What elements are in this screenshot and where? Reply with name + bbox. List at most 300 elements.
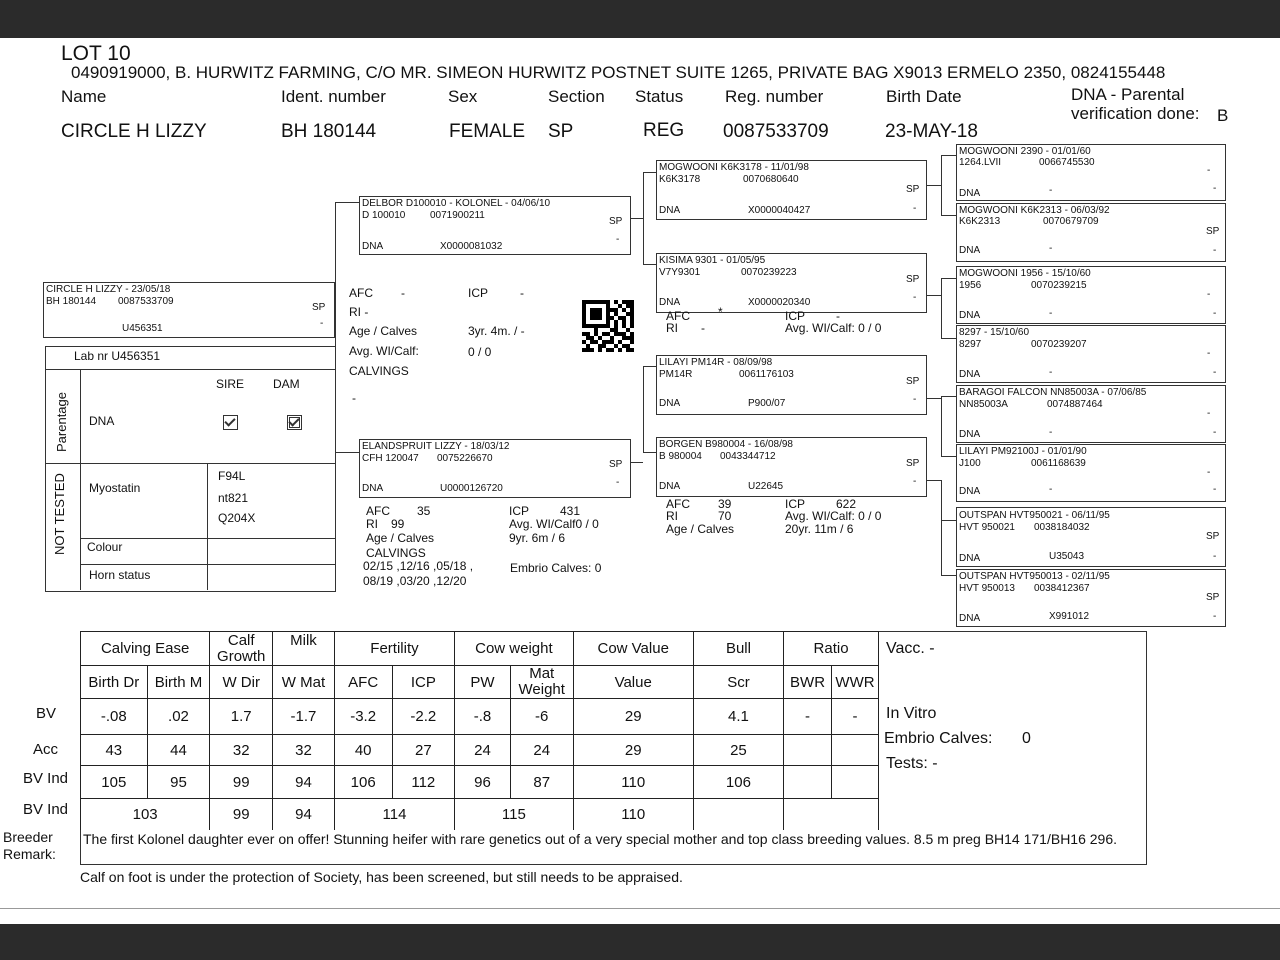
lab-number: Lab nr U456351 [74, 349, 161, 363]
footer-note: Calf on foot is under the protection of Society, has been screened, but still needs to be appraised. [80, 869, 683, 885]
ggp-id: 1264.LVII [959, 157, 1002, 168]
ggp-dash: - [1213, 245, 1217, 256]
pedigree-connector [941, 155, 942, 215]
acc-cell: 43 [81, 735, 148, 766]
group-header: Cow weight [455, 632, 574, 666]
ggp-dash: - [1213, 183, 1217, 194]
bv-index-cell: 106 [693, 766, 783, 799]
lab-divider [80, 369, 81, 590]
colour-label: Colour [87, 540, 123, 554]
gp-section: SP [906, 376, 920, 387]
gp2-ri-label: RI [666, 321, 678, 335]
grandparent-box [656, 437, 927, 497]
animal-box-section: SP [312, 302, 326, 313]
icp-value: - [520, 286, 524, 300]
dna-row-label: DNA [89, 414, 115, 428]
pedigree-connector [941, 520, 956, 521]
ggp-dna-label: DNA [959, 553, 981, 564]
lab-divider [46, 369, 335, 370]
bv-index-group-cell: 99 [210, 799, 273, 831]
sire-dna-check-icon [223, 415, 238, 430]
dam-id: CFH 120047 [362, 453, 419, 464]
column-header: Scr [693, 666, 783, 699]
sire-dna-label: DNA [362, 241, 384, 252]
gp2-icp-value: - [836, 309, 840, 323]
acc-cell: 24 [455, 735, 511, 766]
remark-box [80, 830, 1147, 865]
animal-status: REG [643, 120, 685, 141]
ggp-dash: - [1207, 289, 1211, 300]
gp-dna-label: DNA [659, 398, 681, 409]
great-grandparent-box [956, 266, 1226, 324]
gp-id: PM14R [659, 369, 693, 380]
section-label: Section [548, 87, 605, 106]
gp-dash: - [913, 476, 917, 487]
ggp-reg: 0070239215 [1031, 280, 1087, 291]
bv-cell: -1.7 [273, 699, 335, 735]
ggp-dna: - [1049, 427, 1053, 438]
ggp-reg: 0038412367 [1034, 583, 1090, 594]
ggp-dna-label: DNA [959, 486, 981, 497]
in-vitro-label: In Vitro [886, 705, 937, 722]
gp-dash: - [913, 394, 917, 405]
reg-label: Reg. number [725, 87, 824, 106]
dam-icp-value: 431 [560, 504, 581, 518]
ggp-id: 1956 [959, 280, 982, 291]
sire-box [359, 196, 631, 255]
gp4-afc-value: 39 [718, 497, 732, 511]
great-grandparent-box [956, 325, 1226, 383]
ggp-dash: - [1213, 551, 1217, 562]
ggp-dna: - [1049, 243, 1053, 254]
name-label: Name [61, 87, 107, 106]
group-header: Calving Ease [81, 632, 210, 666]
ggp-id: K6K2313 [959, 216, 1001, 227]
group-header: Ratio [784, 632, 879, 666]
great-grandparent-box [956, 507, 1226, 567]
acc-cell: 27 [392, 735, 455, 766]
vaccination-box [879, 631, 1147, 832]
pedigree-connector [941, 215, 956, 216]
column-header: W Mat [273, 666, 335, 699]
row-label-bv: BV [36, 705, 57, 722]
bv-index-group-cell: 110 [573, 799, 693, 831]
ggp-id: 8297 [959, 339, 982, 350]
group-header: Fertility [334, 632, 454, 666]
ggp-title: MOGWOONI 2390 - 01/01/60 [959, 146, 1091, 157]
tests-label: Tests: - [886, 755, 938, 772]
ggp-section: SP [1206, 531, 1220, 542]
dam-ri-label: RI [366, 517, 378, 531]
grandparent-box [656, 253, 927, 313]
dam-reg: 0075226670 [437, 453, 493, 464]
gp-title: LILAYI PM14R - 08/09/98 [659, 357, 773, 368]
pedigree-connector [643, 172, 656, 173]
dam-afc-label: AFC [366, 504, 390, 518]
gp4-age-label: Age / Calves [666, 522, 735, 536]
pedigree-connector [925, 480, 941, 481]
bv-cell: 1.7 [210, 699, 273, 735]
calvings-label: CALVINGS [349, 364, 409, 378]
acc-cell [831, 735, 878, 766]
gp-id: K6K3178 [659, 174, 701, 185]
animal-name: CIRCLE H LIZZY [61, 121, 207, 142]
gp2-afc-label: AFC [666, 309, 690, 323]
pedigree-connector [629, 218, 643, 219]
dam-dna-label: DNA [362, 483, 384, 494]
gp-reg: 0070239223 [741, 267, 797, 278]
gp4-icp-value: 622 [836, 497, 857, 511]
birth-label: Birth Date [886, 87, 962, 106]
ggp-reg: 0061168639 [1031, 458, 1086, 469]
animal-reg: 0087533709 [723, 121, 829, 142]
ggp-title: MOGWOONI K6K2313 - 06/03/92 [959, 205, 1110, 216]
acc-cell: 25 [693, 735, 783, 766]
ggp-reg: 0074887464 [1047, 399, 1103, 410]
gp-title: KISIMA 9301 - 01/05/95 [659, 255, 766, 266]
lab-divider [46, 463, 335, 464]
ggp-dna: - [1049, 185, 1053, 196]
ggp-dna-label: DNA [959, 188, 981, 199]
dam-box [359, 439, 631, 498]
bv-index-cell [784, 766, 832, 799]
dam-age-label: Age / Calves [366, 531, 435, 545]
gp4-avg-wi: Avg. WI/Calf: 0 / 0 [785, 509, 882, 523]
ggp-dash: - [1213, 484, 1217, 495]
pedigree-connector [941, 278, 942, 338]
ggp-dash: - [1207, 165, 1211, 176]
age-calves-label: Age / Calves [349, 324, 418, 338]
breeding-values-table [80, 631, 879, 831]
gp2-afc-value: * [718, 305, 723, 319]
grandparent-box [656, 160, 927, 220]
pedigree-connector [941, 278, 956, 279]
gp-section: SP [906, 458, 920, 469]
dam-calvings-line-2: 08/19 ,03/20 ,12/20 [363, 574, 467, 588]
myostatin-value-2: nt821 [218, 491, 249, 505]
ggp-dna-label: DNA [959, 429, 981, 440]
dam-ri-value: 99 [391, 517, 405, 531]
ident-label: Ident. number [281, 87, 386, 106]
animal-box-dna: U456351 [122, 323, 163, 334]
gp-reg: 0061176103 [739, 369, 794, 380]
dam-header: DAM [273, 377, 300, 391]
dam-dna-check-icon [287, 415, 302, 430]
ggp-dash: - [1207, 348, 1211, 359]
pedigree-connector [941, 338, 956, 339]
acc-cell: 40 [334, 735, 392, 766]
bv-index-group-cell: 94 [273, 799, 335, 831]
pedigree-connector [925, 398, 941, 399]
bv-index-cell: 95 [147, 766, 210, 799]
animal-birth: 23-MAY-18 [885, 121, 978, 142]
bv-cell: -.8 [455, 699, 511, 735]
acc-cell: 24 [510, 735, 573, 766]
lab-divider [80, 538, 335, 539]
ggp-title: BARAGOI FALCON NN85003A - 07/06/85 [959, 387, 1147, 398]
dam-age-value: 9yr. 6m / 6 [509, 531, 566, 545]
animal-box-ident: BH 180144 [46, 296, 97, 307]
lab-divider [207, 463, 208, 590]
animal-section: SP [548, 121, 574, 142]
ggp-dna-label: DNA [959, 613, 981, 624]
bv-index-group-cell: 114 [334, 799, 454, 831]
gp-dash: - [913, 203, 917, 214]
gp2-icp-label: ICP [785, 309, 806, 323]
pedigree-connector [941, 396, 942, 456]
icp-label: ICP [468, 286, 489, 300]
myostatin-label: Myostatin [89, 481, 141, 495]
ggp-dna-label: DNA [959, 245, 981, 256]
gp-id: V7Y9301 [659, 267, 701, 278]
avg-wi-value: 0 / 0 [468, 345, 492, 359]
bv-index-cell: 99 [210, 766, 273, 799]
ggp-dash: - [1213, 308, 1217, 319]
pedigree-connector [335, 452, 359, 453]
bv-index-cell: 106 [334, 766, 392, 799]
pedigree-connector [941, 456, 956, 457]
gp-id: B 980004 [659, 451, 702, 462]
bv-index-cell [831, 766, 878, 799]
pedigree-connector [643, 264, 656, 265]
gp4-ri-label: RI [666, 509, 678, 523]
embrio-calves-value: 0 [1022, 730, 1031, 747]
bv-cell: -2.2 [392, 699, 455, 735]
sire-title: DELBOR D100010 - KOLONEL - 04/06/10 [362, 198, 551, 209]
bv-index-group-cell: 115 [455, 799, 574, 831]
column-header: W Dir [210, 666, 273, 699]
gp-dna: X0000020340 [748, 297, 811, 308]
dam-afc-value: 35 [417, 504, 431, 518]
ggp-dash: - [1213, 611, 1217, 622]
grandparent-box [656, 355, 927, 415]
animal-box-title: CIRCLE H LIZZY - 23/05/18 [46, 284, 171, 295]
breeder-remark: The first Kolonel daughter ever on offer! Stunning heifer with rare genetics out of a very special mother and top class breeding values. 8.5 m preg BH14 171/BH16 296. [83, 831, 1118, 847]
lab-table [45, 346, 336, 592]
group-header: Calf Growth [210, 632, 273, 666]
dam-calvings-line-1: 02/15 ,12/16 ,05/18 , [363, 559, 474, 573]
animal-box-dash: - [320, 318, 324, 329]
ggp-dna: U35043 [1049, 551, 1085, 562]
horn-status-label: Horn status [89, 568, 151, 582]
bv-cell: 4.1 [693, 699, 783, 735]
ggp-dash: - [1213, 427, 1217, 438]
bv-index-cell: 96 [455, 766, 511, 799]
pedigree-connector [941, 575, 956, 576]
vacc-label: Vacc. - [886, 640, 935, 657]
pedigree-connector [643, 452, 656, 453]
bv-cell: - [784, 699, 832, 735]
row-label-bv-ind: BV Ind [23, 770, 69, 787]
ggp-title: MOGWOONI 1956 - 15/10/60 [959, 268, 1091, 279]
column-header: PW [455, 666, 511, 699]
calvings-value: - [352, 391, 356, 405]
pedigree-connector [643, 172, 644, 264]
acc-cell: 44 [147, 735, 210, 766]
column-header: ICP [392, 666, 455, 699]
gp2-avg-wi: Avg. WI/Calf: 0 / 0 [785, 321, 882, 335]
dna-parental-label: DNA - Parental [1071, 85, 1185, 104]
ggp-dna-label: DNA [959, 369, 981, 380]
gp-section: SP [906, 184, 920, 195]
pedigree-connector [335, 202, 359, 203]
gp-dna-label: DNA [659, 205, 681, 216]
ggp-id: HVT 950013 [959, 583, 1015, 594]
pedigree-connector [925, 295, 941, 296]
gp-title: BORGEN B980004 - 16/08/98 [659, 439, 793, 450]
dam-icp-label: ICP [509, 504, 530, 518]
ggp-dash: - [1213, 367, 1217, 378]
sire-header: SIRE [216, 377, 245, 391]
ggp-title: 8297 - 15/10/60 [959, 327, 1030, 338]
gp-section: SP [906, 274, 920, 285]
gp-dna-label: DNA [659, 297, 681, 308]
gp-dna: P900/07 [748, 398, 786, 409]
sire-dash: - [616, 234, 620, 245]
bv-index-cell: 112 [392, 766, 455, 799]
remark-label-breeder: Breeder [3, 829, 53, 845]
dam-calvings-label: CALVINGS [366, 546, 426, 560]
status-label: Status [635, 87, 684, 106]
gp-dna: X0000040427 [748, 205, 811, 216]
owner-line: 0490919000, B. HURWITZ FARMING, C/O MR. SIMEON HURWITZ POSTNET SUITE 1265, PRIVATE BAG X9013 ERMELO 2350, 0824155448 [71, 63, 1166, 82]
gp-dna: U22645 [748, 481, 784, 492]
bv-index-group-cell [693, 799, 783, 831]
gp-dash: - [913, 292, 917, 303]
bv-index-cell: 87 [510, 766, 573, 799]
gp-title: MOGWOONI K6K3178 - 11/01/98 [659, 162, 809, 173]
sire-dna: X0000081032 [440, 241, 503, 252]
lab-divider [80, 564, 335, 565]
myostatin-value-3: Q204X [218, 511, 256, 525]
remark-label-remark: Remark: [3, 846, 56, 862]
bv-cell: 29 [573, 699, 693, 735]
dam-dash: - [616, 477, 620, 488]
great-grandparent-box [956, 203, 1226, 262]
ggp-section: SP [1206, 226, 1220, 237]
gp4-afc-label: AFC [666, 497, 690, 511]
gp2-ri-value: - [701, 321, 705, 335]
bv-cell: - [831, 699, 878, 735]
gp-reg: 0070680640 [743, 174, 799, 185]
column-header: AFC [334, 666, 392, 699]
dam-section: SP [609, 459, 623, 470]
row-label-bv-ind-2: BV Ind [23, 801, 69, 818]
acc-cell: 32 [210, 735, 273, 766]
not-tested-label: NOT TESTED [52, 473, 67, 555]
column-header: BWR [784, 666, 832, 699]
gp-reg: 0043344712 [720, 451, 776, 462]
ggp-dna: - [1049, 308, 1053, 319]
gp-dna-label: DNA [659, 481, 681, 492]
ggp-id: HVT 950021 [959, 522, 1015, 533]
ri-label: RI - [349, 305, 369, 319]
bv-cell: -6 [510, 699, 573, 735]
qr-code [582, 300, 634, 352]
ggp-dna: - [1049, 367, 1053, 378]
gp4-age-value: 20yr. 11m / 6 [785, 522, 854, 536]
column-header: Birth M [147, 666, 210, 699]
top-bar [0, 0, 1280, 38]
ggp-dna-label: DNA [959, 310, 981, 321]
ggp-dna: X991012 [1049, 611, 1090, 622]
pedigree-connector [941, 155, 956, 156]
row-label-acc: Acc [33, 741, 59, 758]
group-header: Bull [693, 632, 783, 666]
bv-cell: -3.2 [334, 699, 392, 735]
avg-wi-label: Avg. WI/Calf: [349, 344, 419, 358]
sire-reg: 0071900211 [430, 210, 485, 221]
acc-cell [784, 735, 832, 766]
great-grandparent-box [956, 444, 1226, 502]
column-header: WWR [831, 666, 878, 699]
sex-label: Sex [448, 87, 478, 106]
group-header: Cow Value [573, 632, 693, 666]
embrio-calves-label: Embrio Calves: [884, 730, 993, 747]
sire-section: SP [609, 216, 623, 227]
myostatin-value-1: F94L [218, 469, 246, 483]
gp4-ri-value: 70 [718, 509, 732, 523]
animal-box-reg: 0087533709 [118, 296, 174, 307]
dna-verification-label: verification done: [1071, 104, 1200, 123]
great-grandparent-box [956, 569, 1226, 627]
bottom-bar [0, 924, 1280, 960]
ggp-reg: 0070679709 [1043, 216, 1099, 227]
ggp-title: OUTSPAN HVT950021 - 06/11/95 [959, 510, 1110, 521]
ggp-title: LILAYI PM92100J - 01/01/90 [959, 446, 1087, 457]
pedigree-connector [629, 462, 643, 463]
afc-label: AFC [349, 286, 373, 300]
group-header: Milk [273, 632, 335, 666]
ggp-reg: 0038184032 [1034, 522, 1090, 533]
afc-value: - [401, 286, 405, 300]
bv-cell: -.08 [81, 699, 148, 735]
dam-title: ELANDSPRUIT LIZZY - 18/03/12 [362, 441, 510, 452]
bv-cell: .02 [147, 699, 210, 735]
gp4-icp-label: ICP [785, 497, 806, 511]
column-header: Mat Weight [510, 666, 573, 699]
animal-ident: BH 180144 [281, 121, 377, 142]
ggp-id: NN85003A [959, 399, 1008, 410]
pedigree-connector [643, 366, 656, 367]
bv-index-cell: 105 [81, 766, 148, 799]
bv-index-cell: 94 [273, 766, 335, 799]
column-header: Value [573, 666, 693, 699]
bv-index-cell: 110 [573, 766, 693, 799]
dam-dna: U0000126720 [440, 483, 503, 494]
ggp-title: OUTSPAN HVT950013 - 02/11/95 [959, 571, 1110, 582]
animal-pedigree-box [43, 282, 335, 338]
lot-number: LOT 10 [61, 42, 131, 65]
parentage-label: Parentage [54, 392, 69, 452]
pedigree-connector [925, 185, 941, 186]
dam-embrio-calves: Embrio Calves: 0 [510, 561, 602, 575]
dam-avg-wi: Avg. WI/Calf0 / 0 [509, 517, 599, 531]
ggp-dash: - [1207, 408, 1211, 419]
age-calves-value: 3yr. 4m. / - [468, 324, 525, 338]
great-grandparent-box [956, 385, 1226, 443]
column-header: Birth Dr [81, 666, 148, 699]
bottom-divider [0, 908, 1280, 909]
sire-id: D 100010 [362, 210, 406, 221]
ggp-dna: - [1049, 484, 1053, 495]
ggp-reg: 0070239207 [1031, 339, 1087, 350]
bv-index-group-cell: 103 [81, 799, 210, 831]
bv-index-group-cell [784, 799, 879, 831]
great-grandparent-box [956, 144, 1226, 201]
acc-cell: 29 [573, 735, 693, 766]
pedigree-connector [941, 396, 956, 397]
